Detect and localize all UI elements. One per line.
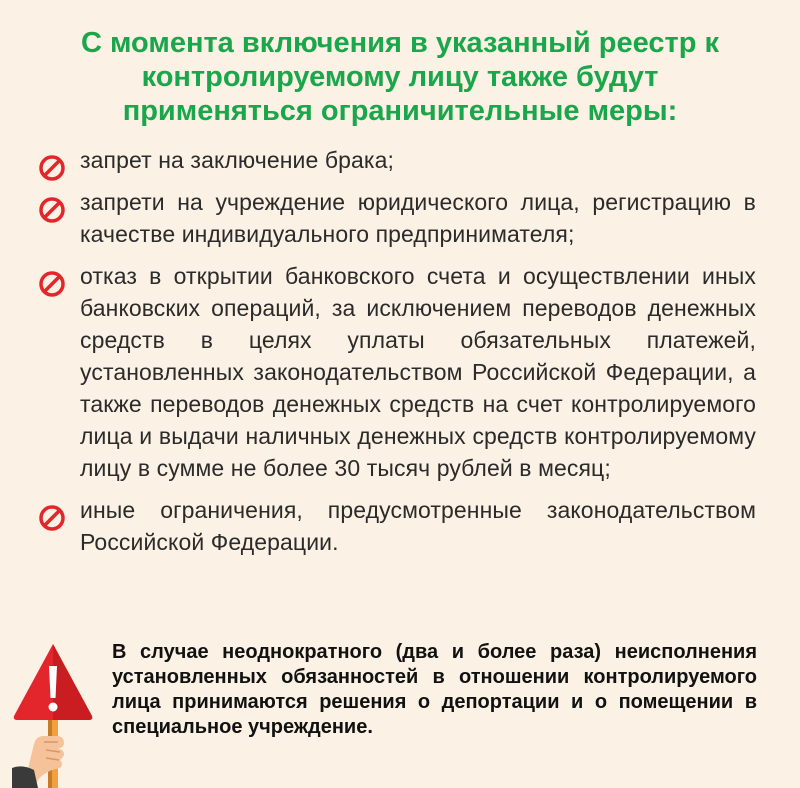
list-item [0,144,800,176]
warning-block [0,634,800,787]
warning-text: В случае неоднократного (два и более раза) неисполнения установленных обязанностей в отношении контролируемого лица принимаются решения о депортации и о помещении в специальное учреждение. [112,641,757,738]
prohibited-sign-icon [38,270,66,298]
restrictions-list [0,144,800,568]
list-item-text: запрети на учреждение юридического лица, регистрацию в качестве индивидуального предпринимателя; [80,189,756,247]
list-item-text: иные ограничения, предусмотренные законодательством Российской Федерации. [80,497,756,555]
list-item [0,494,800,558]
list-item [0,260,800,484]
page-title: С момента включения в указанный реестр к контролируемому лицу также будут применяться ограничительные меры: [80,27,719,127]
list-item [0,186,800,250]
prohibited-sign-icon [38,504,66,532]
list-item-text: отказ в открытии банковского счета и осуществлении иных банковских операций, за исключением переводов денежных средств в целях уплаты обязательных платежей, установленных законодательством Российской Федерации, а также переводов денежных средств на счет контролируемого лица и выдачи наличных денежных средств контролируемому лицу в сумме не более 30 тысяч рублей в месяц; [80,263,756,481]
prohibited-sign-icon [38,154,66,182]
prohibited-sign-icon [38,196,66,224]
warning-sign-icon [12,640,94,788]
list-item-text: запрет на заключение брака; [80,147,394,173]
